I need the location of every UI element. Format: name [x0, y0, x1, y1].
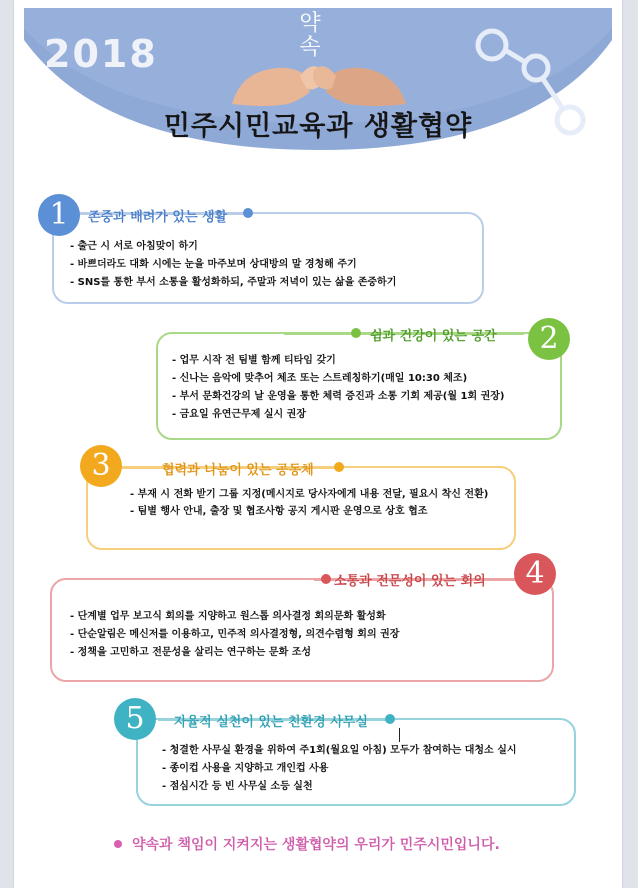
section-5-title: 자율적 실천이 있는 친환경 사무실: [174, 715, 368, 730]
list-item: - SNS를 통한 부서 소통을 활성화하되, 주말과 저녁이 있는 삶을 존중하기: [70, 277, 397, 288]
year-label: 2018: [44, 32, 158, 76]
footer-slogan: 약속과 책임이 지켜지는 생활협약의 우리가 민주시민입니다.: [132, 837, 500, 853]
list-item: - 정책을 고민하고 전문성을 살리는 연구하는 문화 조성: [70, 647, 312, 658]
section-2-items: [172, 352, 552, 424]
section-5-items: [162, 742, 562, 796]
list-item: - 점심시간 등 빈 사무실 소등 실천: [162, 781, 313, 792]
list-item: - 부서 문화건강의 날 운영을 통한 체력 증진과 소통 기회 제공(월 1회 권장): [172, 391, 505, 402]
page-title: 민주시민교육과 생활협약: [163, 111, 473, 142]
section-5-number: 5: [114, 698, 156, 740]
section-3-number: 3: [80, 445, 122, 487]
list-item: - 출근 시 서로 아침맞이 하기: [70, 241, 198, 252]
section-1-items: [70, 238, 470, 292]
list-item: - 업무 시작 전 팀별 함께 티타임 갖기: [172, 355, 336, 366]
list-item: - 청결한 사무실 환경을 위하여 주1회(월요일 아침) 모두가 참여하는 대청소 실시: [162, 745, 517, 756]
section-1-number: 1: [38, 194, 80, 236]
section-4-number: 4: [514, 553, 556, 595]
section-1-dot: [243, 208, 253, 218]
list-item: - 부재 시 전화 받기 그룹 지정(메시지로 당사자에게 내용 전달, 필요시 착신 전환): [130, 489, 489, 500]
section-3-items: [130, 486, 508, 521]
list-item: - 종이컵 사용을 지양하고 개인컵 사용: [162, 763, 329, 774]
section-5-dot: [385, 714, 395, 724]
list-item: - 단계별 업무 보고식 회의를 지양하고 원스톱 의사결정 회의문화 활성화: [70, 611, 386, 622]
list-item: - 단순알림은 메신저를 이용하고, 민주적 의사결정형, 의견수렴형 회의 권장: [70, 629, 400, 640]
section-4-title: 소통과 전문성이 있는 회의: [334, 574, 486, 589]
section-2-dot: [351, 328, 361, 338]
section-2-title: 쉼과 건강이 있는 공간: [370, 329, 497, 344]
list-item: - 금요일 유연근무제 실시 권장: [172, 409, 306, 420]
list-item: - 바쁘더라도 대화 시에는 눈을 마주보며 상대방의 말 경청해 주기: [70, 259, 357, 270]
section-2-number: 2: [528, 318, 570, 360]
text-cursor: [399, 728, 400, 742]
list-item: - 신나는 음악에 맞추어 체조 또는 스트레칭하기(매일 10:30 체조): [172, 373, 468, 384]
section-3-title: 협력과 나눔이 있는 공동체: [162, 463, 314, 478]
list-item: - 팀별 행사 안내, 출장 및 협조사항 공지 게시판 운영으로 상호 협조: [130, 506, 428, 517]
promise-word: 약속: [299, 11, 321, 60]
section-3-dot: [334, 462, 344, 472]
section-1-title: 존중과 배려가 있는 생활: [88, 210, 228, 225]
section-4-dot: [321, 574, 331, 584]
footer-bullet-dot: [114, 840, 122, 848]
document-page: [14, 0, 622, 888]
section-4-items: [70, 608, 540, 662]
